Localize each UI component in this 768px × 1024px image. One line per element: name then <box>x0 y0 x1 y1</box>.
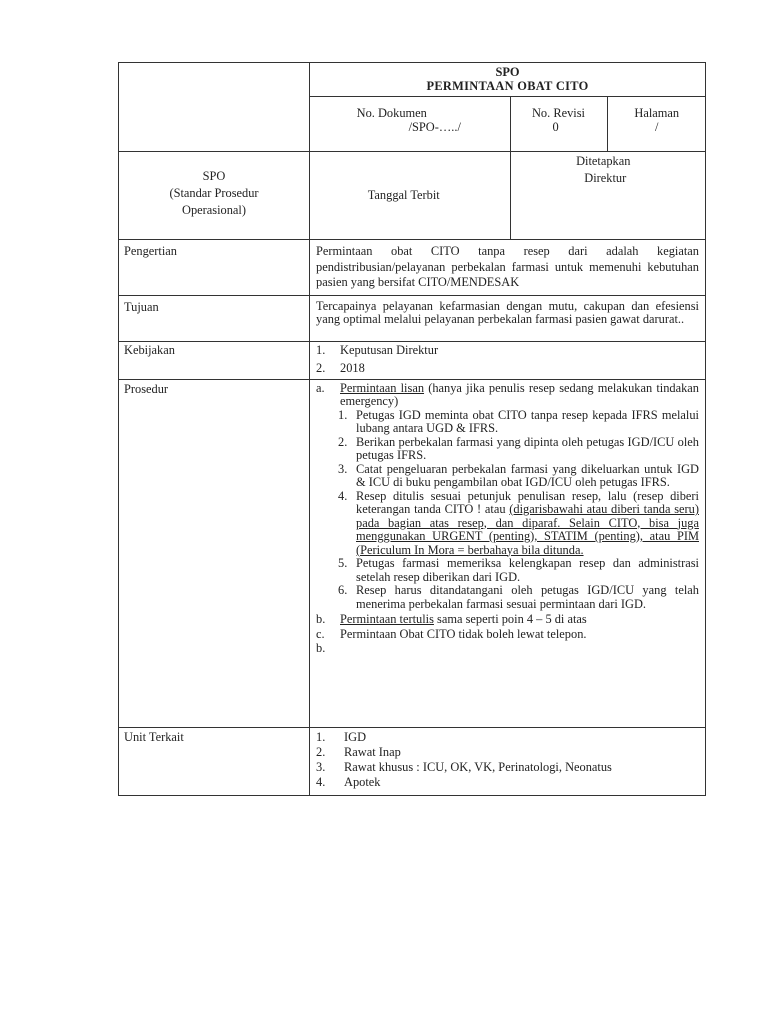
title-spo: SPO <box>495 65 520 79</box>
document-title <box>310 63 706 97</box>
halaman-cell <box>607 97 706 151</box>
tanggal-terbit-label: Tanggal Terbit <box>367 187 440 202</box>
spo-line3: Operasional) <box>182 203 246 217</box>
direktur-label: Direktur <box>584 171 627 185</box>
ditetapkan-label: Ditetapkan <box>576 154 631 168</box>
kebijakan-item: 2. 2018 <box>316 360 365 375</box>
prosedur-item-b: b. Permintaan tertulis sama seperti poin 4 – 5 di atas <box>316 612 587 626</box>
spo-name-cell <box>119 152 310 240</box>
marker-a: a. <box>316 380 325 395</box>
unit-item: 1. IGD <box>316 729 367 744</box>
unit-item: 4. Apotek <box>316 774 381 789</box>
tujuan-text: Tercapainya pelayanan kefarmasian dengan mutu, cakupan dan efesiensi yang optimal melalui pelayanan perbekalan farmasi pasien gawat darurat.. <box>310 295 706 341</box>
prosedur-steps <box>338 409 699 612</box>
step-item: 6. Resep harus ditandatangani oleh petugas IGD/ICU yang telah menerima perbekalan farmasi sesuai permintaan dari IGD. <box>338 583 699 611</box>
no-revisi-value: 0 <box>552 120 559 134</box>
step-item: 1. Petugas IGD meminta obat CITO tanpa resep kepada IFRS melalui lubang antara UGD & IFRS. <box>338 407 699 435</box>
prosedur-item-a: a. Permintaan lisan (hanya jika penulis resep sedang melakukan tindakan emergency) <box>316 380 700 408</box>
halaman-value: / <box>655 120 659 134</box>
pengertian-text: Permintaan obat CITO tanpa resep dari adalah kegiatan pendistribusian/pelayanan perbekalan farmasi untuk memenuhi kebutuhan pasien yang bersifat CITO/MENDESAK <box>310 240 706 296</box>
ditetapkan-cell <box>510 152 706 239</box>
kebijakan-label: Kebijakan <box>119 341 310 379</box>
no-dokumen-value: /SPO-…../ <box>408 120 461 134</box>
unit-item: 2. Rawat Inap <box>316 744 401 759</box>
kebijakan-item: 1. Keputusan Direktur <box>316 342 439 357</box>
no-revisi-cell <box>510 97 607 151</box>
step4-underlined: (digarisbawahi atau diberi tanda seru) pada bagian atas resep, dan diparaf. Selain CITO, bisa juga menggunakan URGENT (penting), STATIM (penting), atau PIM (Periculum In Mora = berbahaya bila ditunda. <box>356 502 699 557</box>
step-item: 5. Petugas farmasi memeriksa kelengkapan resep dan administrasi setelah resep diberikan dari IGD. <box>338 556 699 584</box>
pengertian-label: Pengertian <box>119 240 310 296</box>
spo-line1: SPO <box>202 169 226 183</box>
unit-terkait-label: Unit Terkait <box>119 727 310 795</box>
permintaan-tertulis: Permintaan tertulis <box>340 612 434 626</box>
kebijakan-list <box>310 341 706 379</box>
spo-table <box>118 62 706 796</box>
tujuan-label: Tujuan <box>119 295 310 341</box>
no-dokumen-label: No. Dokumen <box>356 106 427 120</box>
halaman-label: Halaman <box>634 106 680 120</box>
step-item: 3. Catat pengeluaran perbekalan farmasi yang dikeluarkan untuk IGD & ICU di buku pengambilan obat IGD/ICU oleh petugas IFRS. <box>338 461 699 489</box>
step-item: 2. Berikan perbekalan farmasi yang dipinta oleh petugas IGD/ICU oleh petugas IFRS. <box>338 434 699 462</box>
unit-item: 3. Rawat khusus : ICU, OK, VK, Perinatologi, Neonatus <box>316 759 612 774</box>
tanggal-terbit-cell <box>310 152 510 239</box>
title-main: PERMINTAAN OBAT CITO <box>426 79 589 93</box>
step-item: 4. Resep ditulis sesuai petunjuk penulisan resep, lalu (resep diberi keterangan tanda CITO ! atau (digarisbawahi atau diberi tanda seru) pada bagian atas resep, dan diparaf. Selain CITO, bisa juga menggunakan URGENT (penting), STATIM (penting), atau PIM (Periculum In Mora = berbahaya bila ditunda. <box>338 488 699 557</box>
prosedur-label: Prosedur <box>119 379 310 727</box>
prosedur-content <box>310 379 706 727</box>
unit-terkait-list <box>310 727 706 795</box>
no-revisi-label: No. Revisi <box>531 106 585 120</box>
spo-line2: (Standar Prosedur <box>169 186 259 200</box>
prosedur-item-b2: b. <box>316 641 326 655</box>
prosedur-item-c: c. Permintaan Obat CITO tidak boleh lewat telepon. <box>316 626 587 641</box>
no-dokumen-cell <box>310 97 510 151</box>
permintaan-lisan: Permintaan lisan <box>340 380 425 395</box>
